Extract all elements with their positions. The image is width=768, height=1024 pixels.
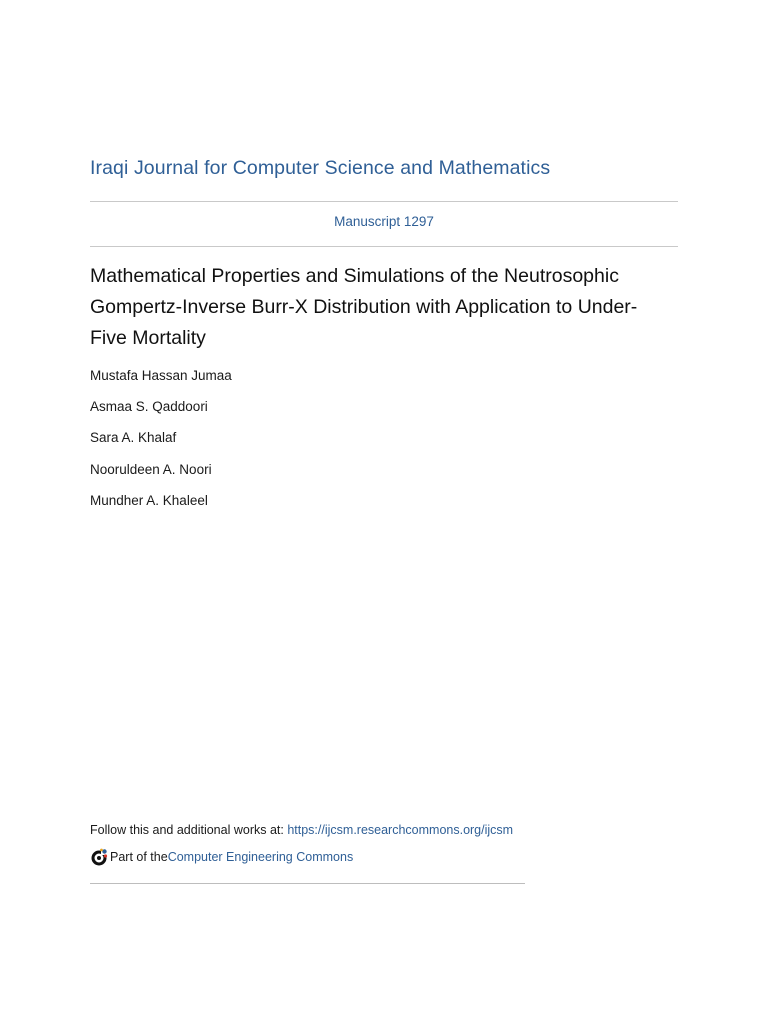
author-name: Asmaa S. Qaddoori bbox=[90, 399, 208, 415]
middle-divider bbox=[90, 246, 678, 247]
top-divider bbox=[90, 201, 678, 202]
follow-text: Follow this and additional works at: bbox=[90, 823, 288, 837]
commons-link[interactable]: Computer Engineering Commons bbox=[167, 850, 354, 864]
part-of-text: Part of the bbox=[110, 850, 168, 864]
author-list bbox=[90, 367, 232, 523]
commons-network-icon bbox=[90, 848, 108, 866]
manuscript-number-link[interactable]: Manuscript 1297 bbox=[334, 214, 434, 229]
part-of-line bbox=[90, 846, 353, 868]
author-name: Mundher A. Khaleel bbox=[90, 492, 208, 508]
author-name: Mustafa Hassan Jumaa bbox=[90, 368, 232, 383]
footer-divider bbox=[90, 883, 525, 884]
repository-link[interactable]: https://ijcsm.researchcommons.org/ijcsm bbox=[287, 823, 514, 837]
article-title: Mathematical Properties and Simulations of the Neutrosophic Gompertz-Inverse Burr-X Distribution with Application to Under-Five Mortality bbox=[90, 265, 638, 349]
follow-line bbox=[90, 823, 513, 837]
journal-name-link[interactable]: Iraqi Journal for Computer Science and Mathematics bbox=[90, 157, 551, 179]
author-name: Nooruldeen A. Noori bbox=[90, 461, 212, 477]
author-name: Sara A. Khalaf bbox=[90, 430, 177, 446]
